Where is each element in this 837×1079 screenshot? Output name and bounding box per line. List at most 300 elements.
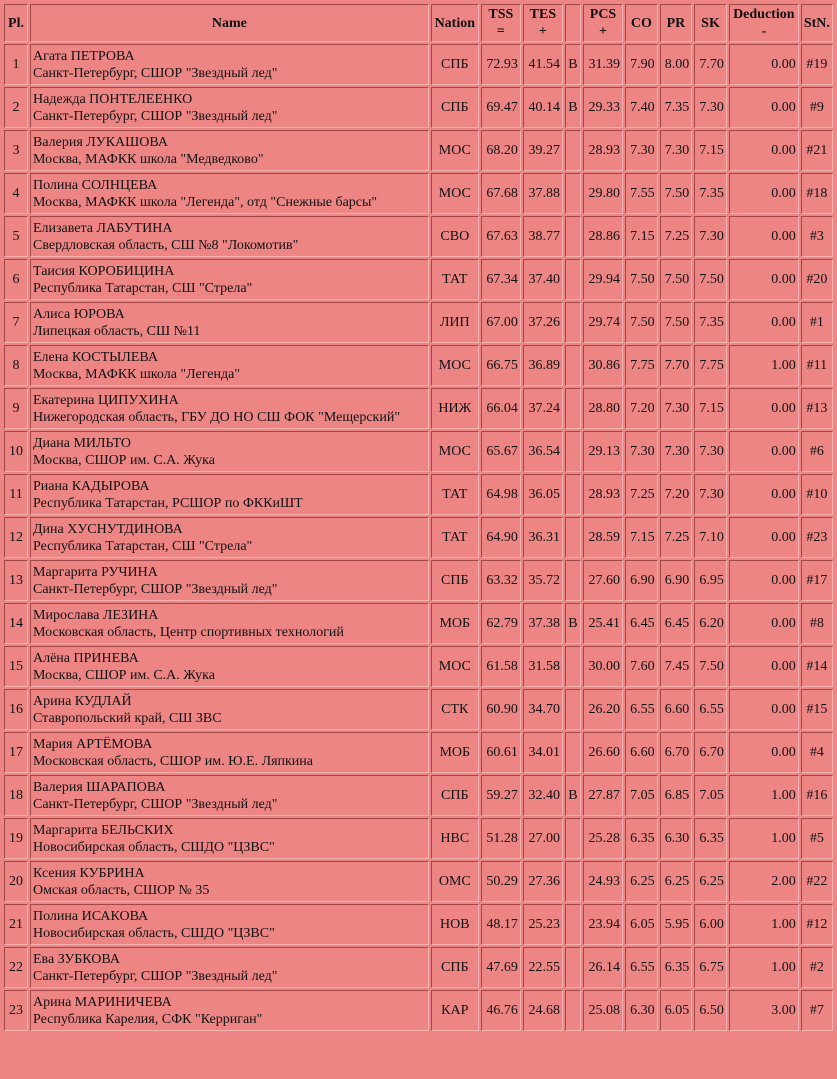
deduction-cell: 1.00 [729,775,799,816]
skater-name: Екатерина ЦИПУХИНА [33,392,179,408]
bonus-cell: B [565,87,581,128]
skater-name: Таисия КОРОБИЦИНА [33,263,175,279]
skater-name: Полина СОЛНЦЕВА [33,177,158,193]
deduction-cell: 0.00 [729,259,799,300]
bonus-cell [565,216,581,257]
co-cell: 6.05 [625,904,658,945]
header-pcs-label: PCS [589,7,617,22]
header-pcs-sub: + [599,24,607,39]
nation-cell: ТАТ [431,259,479,300]
place-cell: 21 [4,904,28,945]
sk-cell: 6.50 [694,990,727,1031]
co-cell: 7.15 [625,216,658,257]
tes-cell: 25.23 [523,904,563,945]
nation-cell: МОС [431,431,479,472]
tss-cell: 69.47 [481,87,521,128]
skater-name: Агата ПЕТРОВА [33,48,135,64]
tes-cell: 37.88 [523,173,563,214]
pr-cell: 6.25 [660,861,693,902]
deduction-cell: 3.00 [729,990,799,1031]
nation-cell: СПБ [431,775,479,816]
pcs-cell: 29.80 [583,173,623,214]
co-cell: 6.30 [625,990,658,1031]
tss-cell: 64.98 [481,474,521,515]
pcs-cell: 28.59 [583,517,623,558]
sk-cell: 7.05 [694,775,727,816]
co-cell: 7.90 [625,44,658,85]
tes-cell: 39.27 [523,130,563,171]
nation-cell: СПБ [431,87,479,128]
skater-club: Ставропольский край, СШ ЗВС [33,710,222,726]
co-cell: 6.55 [625,947,658,988]
skater-name: Маргарита РУЧИНА [33,564,158,580]
skater-name: Надежда ПОНТЕЛЕЕНКО [33,91,193,107]
sk-cell: 6.75 [694,947,727,988]
pcs-cell: 29.74 [583,302,623,343]
skater-name: Елизавета ЛАБУТИНА [33,220,173,236]
pr-cell: 6.30 [660,818,693,859]
skater-club: Свердловская область, СШ №8 "Локомотив" [33,237,299,253]
skater-name: Арина МАРИНИЧЕВА [33,994,172,1010]
header-deduction-label: Deduction [733,7,795,22]
table-row[interactable] [4,173,833,214]
deduction-cell: 0.00 [729,517,799,558]
name-cell [30,560,429,601]
skater-name: Мирослава ЛЕЗИНА [33,607,159,623]
header-deduction-sub: - [761,24,767,39]
name-cell [30,431,429,472]
name-cell [30,388,429,429]
tss-cell: 47.69 [481,947,521,988]
pcs-cell: 26.20 [583,689,623,730]
name-cell [30,517,429,558]
pcs-cell: 29.94 [583,259,623,300]
nation-cell: МОС [431,646,479,687]
start-number-cell: #23 [801,517,833,558]
skater-club: Москва, МАФКК школа "Легенда", отд "Снежные барсы" [33,194,378,210]
skater-name: Мария АРТЁМОВА [33,736,153,752]
place-cell: 6 [4,259,28,300]
nation-cell: ТАТ [431,474,479,515]
header-place[interactable]: Pl. [4,4,28,42]
name-cell [30,259,429,300]
sk-cell: 7.30 [694,216,727,257]
tes-cell: 37.24 [523,388,563,429]
place-cell: 15 [4,646,28,687]
table-row[interactable] [4,517,833,558]
skater-club: Нижегородская область, ГБУ ДО НО СШ ФОК "Мещерский" [33,409,401,425]
tes-cell: 41.54 [523,44,563,85]
pr-cell: 6.70 [660,732,693,773]
table-row[interactable] [4,216,833,257]
pr-cell: 7.35 [660,87,693,128]
tss-cell: 66.75 [481,345,521,386]
skater-name: Маргарита БЕЛЬСКИХ [33,822,174,838]
tes-cell: 37.40 [523,259,563,300]
nation-cell: МОС [431,130,479,171]
bonus-cell [565,345,581,386]
start-number-cell: #20 [801,259,833,300]
start-number-cell: #4 [801,732,833,773]
skater-club: Омская область, СШОР № 35 [33,882,210,898]
place-cell: 10 [4,431,28,472]
deduction-cell: 0.00 [729,44,799,85]
skater-name: Арина КУДЛАЙ [33,693,132,709]
deduction-cell: 1.00 [729,904,799,945]
tss-cell: 48.17 [481,904,521,945]
place-cell: 18 [4,775,28,816]
nation-cell: МОС [431,173,479,214]
co-cell: 7.05 [625,775,658,816]
place-cell: 20 [4,861,28,902]
header-start-number[interactable]: StN. [801,4,833,42]
skater-name: Ксения КУБРИНА [33,865,145,881]
skater-name: Диана МИЛЬТО [33,435,131,451]
tss-cell: 64.90 [481,517,521,558]
bonus-cell [565,689,581,730]
bonus-cell [565,259,581,300]
name-cell [30,646,429,687]
name-cell [30,603,429,644]
place-cell: 17 [4,732,28,773]
nation-cell: СТК [431,689,479,730]
sk-cell: 7.30 [694,87,727,128]
header-co[interactable]: CO [625,4,658,42]
pr-cell: 7.70 [660,345,693,386]
tes-cell: 36.31 [523,517,563,558]
skater-club: Московская область, СШОР им. Ю.Е. Ляпкина [33,753,314,769]
pcs-cell: 26.14 [583,947,623,988]
skater-club: Санкт-Петербург, СШОР "Звездный лед" [33,581,278,597]
pcs-cell: 30.86 [583,345,623,386]
deduction-cell: 0.00 [729,388,799,429]
tss-cell: 61.58 [481,646,521,687]
skater-name: Риана КАДЫРОВА [33,478,150,494]
place-cell: 22 [4,947,28,988]
nation-cell: КАР [431,990,479,1031]
co-cell: 6.25 [625,861,658,902]
place-cell: 14 [4,603,28,644]
deduction-cell: 0.00 [729,646,799,687]
bonus-cell [565,990,581,1031]
skater-club: Москва, СШОР им. С.А. Жука [33,667,215,683]
name-cell [30,44,429,85]
tes-cell: 37.38 [523,603,563,644]
name-cell [30,87,429,128]
nation-cell: ТАТ [431,517,479,558]
pr-cell: 7.25 [660,216,693,257]
tes-cell: 27.00 [523,818,563,859]
start-number-cell: #9 [801,87,833,128]
skater-club: Липецкая область, СШ №11 [33,323,201,339]
tss-cell: 50.29 [481,861,521,902]
header-sk[interactable]: SK [694,4,727,42]
place-cell: 4 [4,173,28,214]
pcs-cell: 27.60 [583,560,623,601]
nation-cell: СВО [431,216,479,257]
table-row[interactable] [4,990,833,1031]
nation-cell: МОБ [431,603,479,644]
table-row[interactable] [4,904,833,945]
table-row[interactable] [4,87,833,128]
co-cell: 7.40 [625,87,658,128]
table-row[interactable] [4,431,833,472]
co-cell: 7.55 [625,173,658,214]
co-cell: 6.90 [625,560,658,601]
bonus-cell: B [565,603,581,644]
header-name[interactable]: Name [30,4,429,42]
skater-name: Полина ИСАКОВА [33,908,149,924]
start-number-cell: #15 [801,689,833,730]
sk-cell: 7.15 [694,130,727,171]
bonus-cell [565,861,581,902]
pcs-cell: 25.08 [583,990,623,1031]
skater-name: Алиса ЮРОВА [33,306,125,322]
tss-cell: 63.32 [481,560,521,601]
start-number-cell: #21 [801,130,833,171]
sk-cell: 7.75 [694,345,727,386]
deduction-cell: 0.00 [729,689,799,730]
bonus-cell [565,646,581,687]
tes-cell: 27.36 [523,861,563,902]
pr-cell: 7.50 [660,302,693,343]
bonus-cell: B [565,775,581,816]
table-row[interactable] [4,689,833,730]
name-cell [30,345,429,386]
nation-cell: МОС [431,345,479,386]
table-row[interactable] [4,732,833,773]
pr-cell: 7.30 [660,130,693,171]
bonus-cell [565,173,581,214]
table-row[interactable] [4,388,833,429]
co-cell: 6.60 [625,732,658,773]
start-number-cell: #19 [801,44,833,85]
pcs-cell: 28.93 [583,130,623,171]
nation-cell: СПБ [431,947,479,988]
skater-name: Валерия ЛУКАШОВА [33,134,168,150]
place-cell: 1 [4,44,28,85]
table-row[interactable] [4,345,833,386]
place-cell: 2 [4,87,28,128]
place-cell: 19 [4,818,28,859]
tss-cell: 72.93 [481,44,521,85]
bonus-cell [565,947,581,988]
header-row [4,4,833,42]
sk-cell: 7.15 [694,388,727,429]
place-cell: 13 [4,560,28,601]
header-tes[interactable] [523,4,563,42]
sk-cell: 7.50 [694,259,727,300]
start-number-cell: #1 [801,302,833,343]
results-table [2,2,835,1033]
table-row[interactable] [4,818,833,859]
start-number-cell: #16 [801,775,833,816]
deduction-cell: 0.00 [729,560,799,601]
skater-club: Московская область, Центр спортивных технологий [33,624,344,640]
start-number-cell: #5 [801,818,833,859]
deduction-cell: 0.00 [729,603,799,644]
bonus-cell [565,130,581,171]
table-row[interactable] [4,130,833,171]
tes-cell: 37.26 [523,302,563,343]
bonus-cell [565,904,581,945]
header-nation[interactable]: Nation [431,4,479,42]
tss-cell: 68.20 [481,130,521,171]
skater-club: Санкт-Петербург, СШОР "Звездный лед" [33,65,278,81]
sk-cell: 7.30 [694,431,727,472]
name-cell [30,216,429,257]
sk-cell: 7.35 [694,302,727,343]
skater-name: Валерия ШАРАПОВА [33,779,166,795]
tes-cell: 31.58 [523,646,563,687]
nation-cell: СПБ [431,44,479,85]
sk-cell: 7.10 [694,517,727,558]
tes-cell: 22.55 [523,947,563,988]
pr-cell: 7.25 [660,517,693,558]
sk-cell: 6.25 [694,861,727,902]
place-cell: 5 [4,216,28,257]
pr-cell: 6.05 [660,990,693,1031]
results-body [4,44,833,1031]
nation-cell: ОМС [431,861,479,902]
place-cell: 7 [4,302,28,343]
table-row[interactable] [4,603,833,644]
bonus-cell [565,517,581,558]
co-cell: 7.20 [625,388,658,429]
header-tss[interactable] [481,4,521,42]
skater-club: Санкт-Петербург, СШОР "Звездный лед" [33,796,278,812]
header-tes-label: TES [529,7,557,22]
nation-cell: НОВ [431,904,479,945]
deduction-cell: 0.00 [729,173,799,214]
pr-cell: 5.95 [660,904,693,945]
name-cell [30,775,429,816]
tes-cell: 32.40 [523,775,563,816]
header-bonus [565,4,581,42]
pcs-cell: 31.39 [583,44,623,85]
name-cell [30,173,429,214]
bonus-cell [565,818,581,859]
pcs-cell: 23.94 [583,904,623,945]
co-cell: 6.55 [625,689,658,730]
start-number-cell: #14 [801,646,833,687]
pr-cell: 6.60 [660,689,693,730]
deduction-cell: 1.00 [729,345,799,386]
header-deduction[interactable] [729,4,799,42]
place-cell: 16 [4,689,28,730]
deduction-cell: 1.00 [729,947,799,988]
pr-cell: 6.90 [660,560,693,601]
skater-club: Москва, МАФКК школа "Медведково" [33,151,264,167]
sk-cell: 7.30 [694,474,727,515]
skater-club: Республика Татарстан, СШ "Стрела" [33,538,253,554]
tss-cell: 62.79 [481,603,521,644]
place-cell: 23 [4,990,28,1031]
start-number-cell: #3 [801,216,833,257]
tss-cell: 66.04 [481,388,521,429]
deduction-cell: 1.00 [729,818,799,859]
sk-cell: 6.20 [694,603,727,644]
pr-cell: 7.45 [660,646,693,687]
tes-cell: 36.05 [523,474,563,515]
table-row[interactable] [4,44,833,85]
tes-cell: 34.70 [523,689,563,730]
start-number-cell: #6 [801,431,833,472]
pr-cell: 6.85 [660,775,693,816]
pr-cell: 6.35 [660,947,693,988]
bonus-cell [565,431,581,472]
skater-name: Елена КОСТЫЛЕВА [33,349,158,365]
table-row[interactable] [4,775,833,816]
co-cell: 6.35 [625,818,658,859]
pcs-cell: 30.00 [583,646,623,687]
table-row[interactable] [4,259,833,300]
start-number-cell: #2 [801,947,833,988]
header-pcs[interactable] [583,4,623,42]
skater-club: Новосибирская область, СШДО "ЦЗВС" [33,839,275,855]
table-row[interactable] [4,474,833,515]
deduction-cell: 0.00 [729,216,799,257]
nation-cell: МОБ [431,732,479,773]
skater-name: Ева ЗУБКОВА [33,951,120,967]
co-cell: 7.15 [625,517,658,558]
sk-cell: 6.35 [694,818,727,859]
co-cell: 7.30 [625,130,658,171]
table-row[interactable] [4,302,833,343]
tss-cell: 60.90 [481,689,521,730]
co-cell: 7.50 [625,259,658,300]
co-cell: 7.30 [625,431,658,472]
skater-name: Алёна ПРИНЕВА [33,650,139,666]
tss-cell: 60.61 [481,732,521,773]
deduction-cell: 0.00 [729,732,799,773]
pcs-cell: 29.13 [583,431,623,472]
header-tss-sub: = [496,24,505,39]
table-row[interactable] [4,646,833,687]
table-row[interactable] [4,560,833,601]
deduction-cell: 0.00 [729,130,799,171]
tes-cell: 40.14 [523,87,563,128]
name-cell [30,732,429,773]
nation-cell: СПБ [431,560,479,601]
nation-cell: НИЖ [431,388,479,429]
start-number-cell: #11 [801,345,833,386]
tes-cell: 24.68 [523,990,563,1031]
place-cell: 8 [4,345,28,386]
pcs-cell: 27.87 [583,775,623,816]
table-row[interactable] [4,861,833,902]
pr-cell: 7.50 [660,259,693,300]
skater-club: Республика Карелия, СФК "Керриган" [33,1011,263,1027]
pr-cell: 6.45 [660,603,693,644]
deduction-cell: 0.00 [729,474,799,515]
table-row[interactable] [4,947,833,988]
skater-name: Дина ХУСНУТДИНОВА [33,521,183,537]
tes-cell: 35.72 [523,560,563,601]
skater-club: Москва, СШОР им. С.А. Жука [33,452,215,468]
co-cell: 7.50 [625,302,658,343]
pcs-cell: 29.33 [583,87,623,128]
pcs-cell: 28.86 [583,216,623,257]
pr-cell: 7.30 [660,388,693,429]
place-cell: 3 [4,130,28,171]
co-cell: 6.45 [625,603,658,644]
header-tss-label: TSS [488,7,514,22]
tss-cell: 67.63 [481,216,521,257]
co-cell: 7.75 [625,345,658,386]
header-pr[interactable]: PR [660,4,693,42]
nation-cell: ЛИП [431,302,479,343]
